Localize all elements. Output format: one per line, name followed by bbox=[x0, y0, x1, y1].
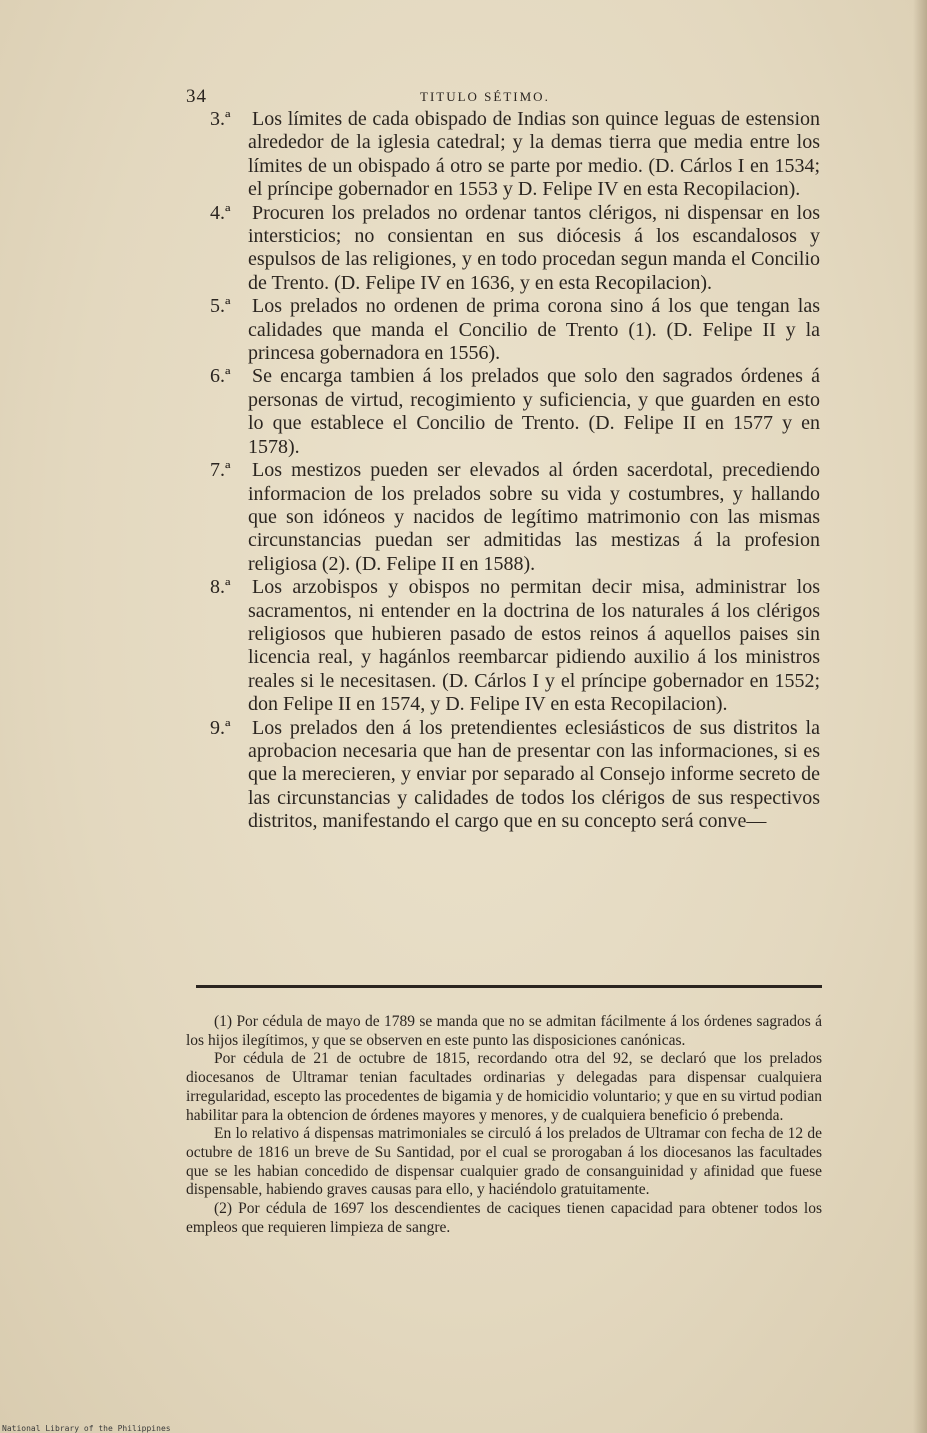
article-number: 6.ª bbox=[210, 365, 231, 388]
page-number: 34 bbox=[186, 86, 207, 107]
footnote-1-continued-a: Por cédula de 21 de octubre de 1815, recordando otra del 92, se declaró que los prelados diocesanos de Ultramar tenian facultades ordinarias y delegadas para dispensar cualquiera irregularidad, escepto las procedentes de bigamia y de homicidio voluntario; y que en su virtud podian habilitar para la obtencion de órdenes mayores y menores, y de cualquiera beneficio ó prebenda. bbox=[186, 1050, 822, 1124]
footnote-1: (1) Por cédula de mayo de 1789 se manda que no se admitan fácilmente á los órdenes sagrados á los hijos ilegítimos, y que se observen en este punto las disposiciones canónicas. bbox=[186, 1013, 822, 1049]
footnote-1-continued-b: En lo relativo á dispensas matrimoniales se circuló á los prelados de Ultramar con fecha de 12 de octubre de 1816 un breve de Su Santidad, por el cual se prorogaban á los diocesanos las facultades que se les habian concedido de dispensar cualquier grado de consanguinidad y afinidad que fuese dispensable, habiendo graves causas para ello, y haciéndolo gratuitamente. bbox=[186, 1125, 822, 1199]
article-6 bbox=[210, 365, 820, 459]
article-number: 9.ª bbox=[210, 716, 231, 739]
article-text: Los límites de cada obispado de Indias son quince leguas de estension alrededor de la iglesia catedral; y la demas tierra que media entre los límites de un obispado á otro se parte por medio. (D. Cárlos I en 1534; el príncipe gobernador en 1553 y D. Felipe IV en esta Recopilacion). bbox=[248, 108, 820, 201]
footnote-divider bbox=[196, 985, 822, 988]
library-credit: National Library of the Philippines bbox=[2, 1424, 171, 1433]
article-9 bbox=[210, 717, 820, 834]
article-5 bbox=[210, 295, 820, 365]
article-text: Los arzobispos y obispos no permitan decir misa, administrar los sacramentos, ni entender en la doctrina de los naturales á los clérigos religiosos que hubieren pasado de estos reinos á aquellos paises sin licencia real, y hagánlos reembarcar pidiendo auxilio á los ministros reales si le necesitasen. (D. Cárlos I y el príncipe gobernador en 1552; don Felipe II en 1574, y D. Felipe IV en esta Recopilacion). bbox=[248, 576, 820, 716]
article-8 bbox=[210, 576, 820, 716]
article-text: Se encarga tambien á los prelados que solo den sagrados órdenes á personas de virtud, recogimiento y suficiencia, y que guarden en esto lo que establece el Concilio de Trento. (D. Felipe II en 1577 y en 1578). bbox=[248, 365, 820, 458]
page-header bbox=[0, 86, 927, 110]
article-text: Los mestizos pueden ser elevados al órden sacerdotal, precediendo informacion de los prelados sobre su vida y costumbres, y hallando que son idóneos y nacidos de legítimo matrimonio con las mismas circunstancias puedan ser admitidas las mestizas á la profesion religiosa (2). (D. Felipe II en 1588). bbox=[248, 459, 820, 575]
article-7 bbox=[210, 459, 820, 576]
article-number: 8.ª bbox=[210, 576, 231, 599]
footnotes bbox=[186, 1013, 822, 1237]
law-articles bbox=[210, 108, 820, 834]
article-text: Procuren los prelados no ordenar tantos clérigos, ni dispensar en los intersticios; no consientan en sus diócesis á los escandalosos y espulsos de las religiones, y en todo procedan segun manda el Concilio de Trento. (D. Felipe IV en 1636, y en esta Recopilacion). bbox=[248, 201, 820, 294]
article-number: 5.ª bbox=[210, 295, 231, 318]
article-text: Los prelados den á los pretendientes eclesiásticos de sus distritos la aprobacion necesaria que han de presentar con las informaciones, si es que la merecieren, y enviar por separado al Consejo informe secreto de las circunstancias y calidades de todos los clérigos de sus respectivos distritos, manifestando el cargo que en su concepto será conve— bbox=[248, 716, 820, 833]
article-3 bbox=[210, 108, 820, 202]
article-number: 3.ª bbox=[210, 108, 231, 130]
page-edge-shadow bbox=[913, 0, 927, 1433]
article-number: 7.ª bbox=[210, 459, 231, 482]
article-text: Los prelados no ordenen de prima corona sino á los que tengan las calidades que manda el Concilio de Trento (1). (D. Felipe II y la princesa gobernadora en 1556). bbox=[248, 295, 820, 365]
article-4 bbox=[210, 202, 820, 296]
footnote-2: (2) Por cédula de 1697 los descendientes de caciques tienen capacidad para obtener todos los empleos que requieren limpieza de sangre. bbox=[186, 1200, 822, 1236]
running-head: TITULO SÉTIMO. bbox=[420, 89, 550, 104]
article-number: 4.ª bbox=[210, 201, 231, 224]
